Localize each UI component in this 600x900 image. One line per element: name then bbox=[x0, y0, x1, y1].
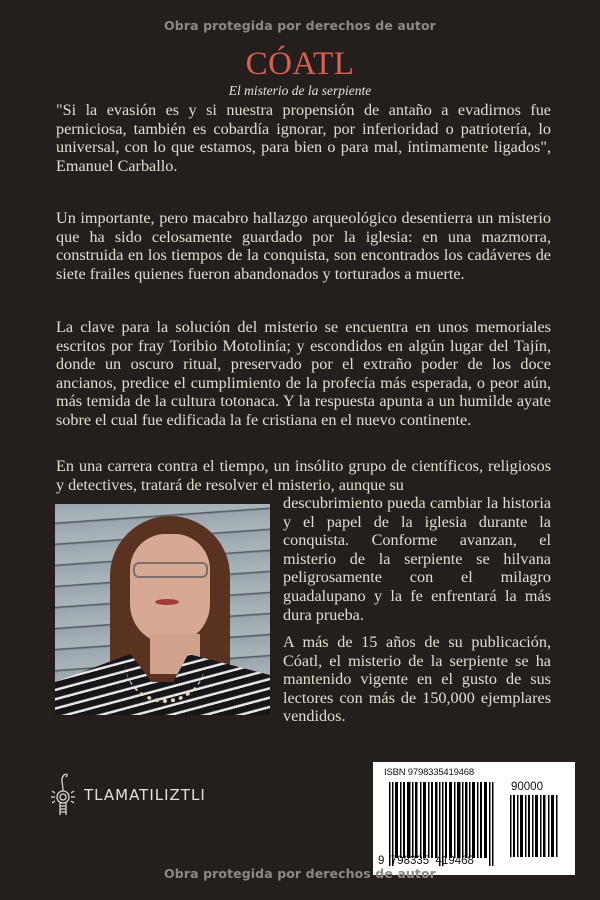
ean13-bars-icon bbox=[389, 782, 495, 866]
book-title: CÓATL bbox=[245, 46, 355, 82]
publisher-name: TLAMATILIZTLI bbox=[84, 786, 206, 804]
book-subtitle: El misterio de la serpiente bbox=[228, 83, 372, 98]
author-lips bbox=[155, 599, 179, 605]
synopsis-paragraph-3-wrap: descubrimiento pueda cambiar la historia y el papel de la iglesia durante la conquista. Conforme avanzan, el misterio de la serpiente se hilvana peligrosamente con el milagro guadalupano y la fe enfrentará la más dura prueba. bbox=[283, 494, 551, 624]
epigraph-quote: "Si la evasión es y si nuestra propensión de antaño a evadirnos fue perniciosa, también es cobardía ignorar, por inferioridad o patriotería, lo universal, con lo que estamos, para bien o para mal, íntimamente ligados", Emanuel Carballo. bbox=[56, 101, 551, 175]
author-photo bbox=[55, 504, 270, 715]
sales-blurb: A más de 15 años de su publicación, Cóatl, el misterio de la serpiente se ha mantenido vigente en el gusto de sus lectores con más de 150,000 ejemplares vendidos. bbox=[283, 633, 551, 726]
addon-bars-icon bbox=[510, 795, 558, 857]
isbn-label: ISBN 9798335419468 bbox=[384, 767, 474, 778]
barcode-digits: 9 798335 419468 bbox=[378, 855, 474, 867]
copyright-watermark-top: Obra protegida por derechos de autor bbox=[164, 18, 436, 33]
copyright-watermark-bottom: Obra protegida por derechos de autor bbox=[164, 866, 436, 881]
price-addon-number: 90000 bbox=[511, 781, 543, 793]
glasses-icon bbox=[133, 562, 208, 578]
publisher-imprint bbox=[50, 770, 206, 820]
synopsis-paragraph-2: La clave para la solución del misterio se encuentra en unos memoriales escritos por fray Toribio Motolinía; y escondidos en algún lugar del Tajín, donde un oscuro ritual, preservado por el extraño poder de los doce ancianos, predice el cumplimiento de la profecía más esperada, o peor aún, más temida de la cultura totonaca. Y la respuesta apunta a un humilde ayate sobre el cual fue edificada la fe cristiana en el nuevo continente. bbox=[56, 318, 551, 429]
author-face bbox=[130, 534, 210, 644]
synopsis-paragraph-3-lead: En una carrera contra el tiempo, un insólito grupo de científicos, religiosos y detectives, tratará de resolver el misterio, aunque su bbox=[56, 457, 551, 494]
isbn-barcode bbox=[373, 762, 575, 875]
synopsis-paragraph-1: Un importante, pero macabro hallazgo arqueológico desentierra un misterio que ha sido celosamente guardado por la iglesia: en una mazmorra, construida en los tiempos de la conquista, son encontrados los cadáveres de siete frailes quienes fueron abandonados y torturados a muerte. bbox=[56, 209, 551, 283]
serpent-glyph-logo-icon bbox=[50, 771, 76, 819]
